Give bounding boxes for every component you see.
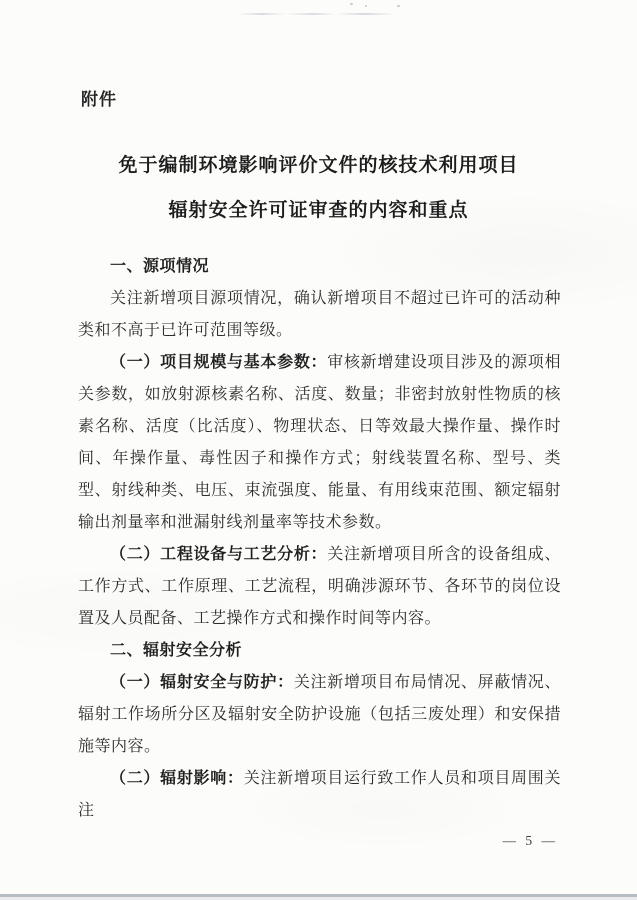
body-paragraph: 关注新增项目源项情况，确认新增项目不超过已许可的活动种类和不高于已许可范围等级。 [78,290,561,339]
body-paragraph: （二）辐射影响：关注新增项目运行致工作人员和项目周围关注 [78,770,561,819]
paragraph-lead: （二）工程设备与工艺分析： [110,546,328,563]
scan-smudge-artifact [238,13,396,15]
scan-speck-artifact [365,5,367,7]
paragraph-lead: （一）辐射安全与防护： [110,674,294,691]
scan-speck-artifact [397,5,400,7]
document-body [78,251,561,827]
scan-speck-artifact [350,3,353,5]
body-paragraph: （一）辐射安全与防护：关注新增项目布局情况、屏蔽情况、辐射工作场所分区及辐射安全防护设施（包括三废处理）和安保措施等内容。 [78,674,561,755]
document-title [0,143,637,233]
document-title-line-2: 辐射安全许可证审查的内容和重点 [168,200,469,221]
paragraph-lead: （一）项目规模与基本参数： [110,354,328,371]
paragraph-lead: （二）辐射影响： [110,770,244,787]
page-number: — 5 — [502,833,558,848]
attachment-label: 附件 [81,90,117,109]
body-paragraph: （二）工程设备与工艺分析：关注新增项目所含的设备组成、工作方式、工作原理、工艺流程，明确涉源环节、各环节的岗位设置及人员配备、工艺操作方式和操作时间等内容。 [78,546,561,627]
section-heading: 二、辐射安全分析 [110,642,243,659]
section-heading: 一、源项情况 [110,258,210,275]
document-title-line-1: 免于编制环境影响评价文件的核技术利用项目 [118,155,519,176]
body-paragraph: （一）项目规模与基本参数：审核新增建设项目涉及的源项相关参数，如放射源核素名称、活度、数量；非密封放射性物质的核素名称、活度（比活度）、物理状态、日等效最大操作量、操作时间、年操作量、毒性因子和操作方式；射线装置名称、型号、类型、射线种类、电压、束流强度、能量、有用线束范围、额定辐射输出剂量率和泄漏射线剂量率等技术参数。 [78,354,561,531]
